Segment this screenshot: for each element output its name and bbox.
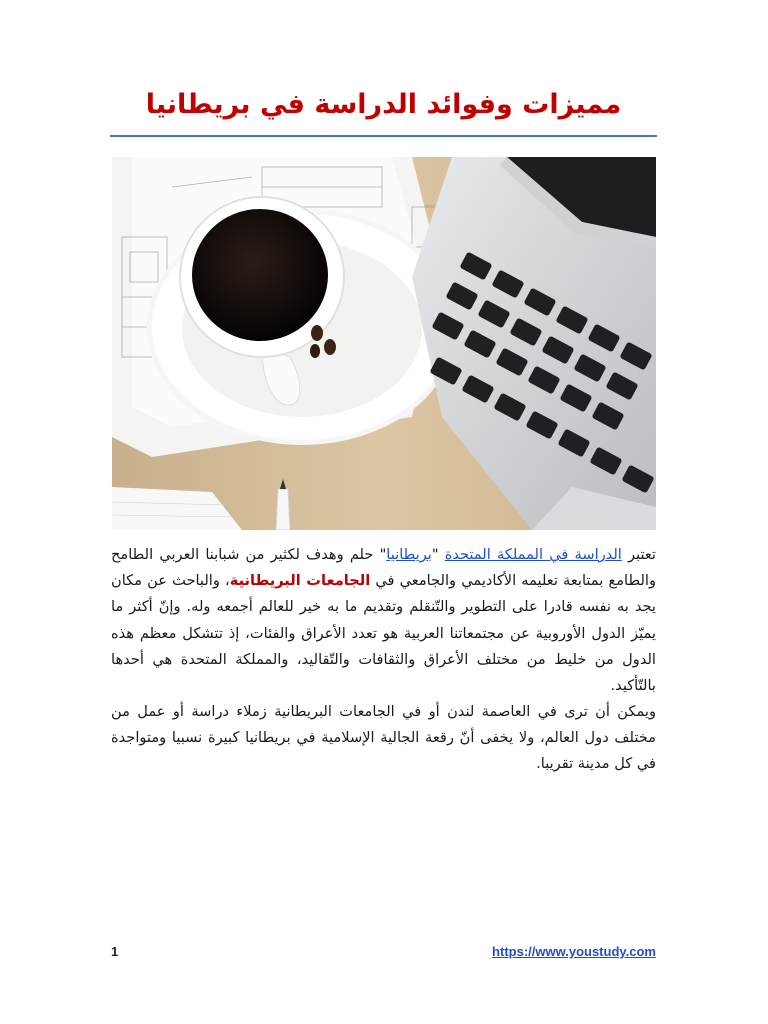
study-in-uk-link[interactable]: الدراسة في المملكة المتحدة bbox=[444, 546, 622, 563]
text-segment: " bbox=[431, 546, 445, 563]
page-number: 1 bbox=[111, 944, 119, 959]
page-title: مميزات وفوائد الدراسة في بريطانيا bbox=[145, 89, 622, 120]
coffee-cup-laptop-photo bbox=[112, 157, 656, 530]
footer-website-link[interactable]: https://www.youstudy.com bbox=[492, 944, 656, 959]
text-segment: ، والباحث عن مكان يجد به نفسه قادرا على التطوير والتّنقلم وتقديم ما به خير للعالم أجمعه وله. وإنّ أكثر ما يميّز الدول الأوروبية عن مجتمعاتنا العربية هو تعدد الأعراق والفئات، إذ تتشكل معظم هذه الدول من خليط من مختلف الأعراق والثقافات والتّقاليد، والمملكة المتحدة هي أحدها بالتّأكيد. bbox=[111, 572, 656, 695]
text-segment: تعتبر bbox=[621, 546, 656, 563]
title-underline bbox=[110, 135, 657, 137]
intro-paragraph bbox=[111, 542, 656, 699]
britain-link[interactable]: بريطانيا bbox=[386, 546, 432, 563]
british-universities-highlight: الجامعات البريطانية bbox=[229, 572, 371, 590]
second-paragraph: ويمكن أن ترى في العاصمة لندن أو في الجامعات البريطانية زملاء دراسة أو عمل من مختلف دول العالم، ولا يخفى أنّ رقعة الجالية الإسلامية في بريطانيا كبيرة نسبيا ومتواجدة في كل مدينة تقريبا. bbox=[111, 703, 656, 773]
text-segment: " حلم وهدف لكثير من شبابنا العربي الطامح والطامع بمتابعة تعليمه الأكاديمي والجامعي في bbox=[111, 546, 656, 590]
